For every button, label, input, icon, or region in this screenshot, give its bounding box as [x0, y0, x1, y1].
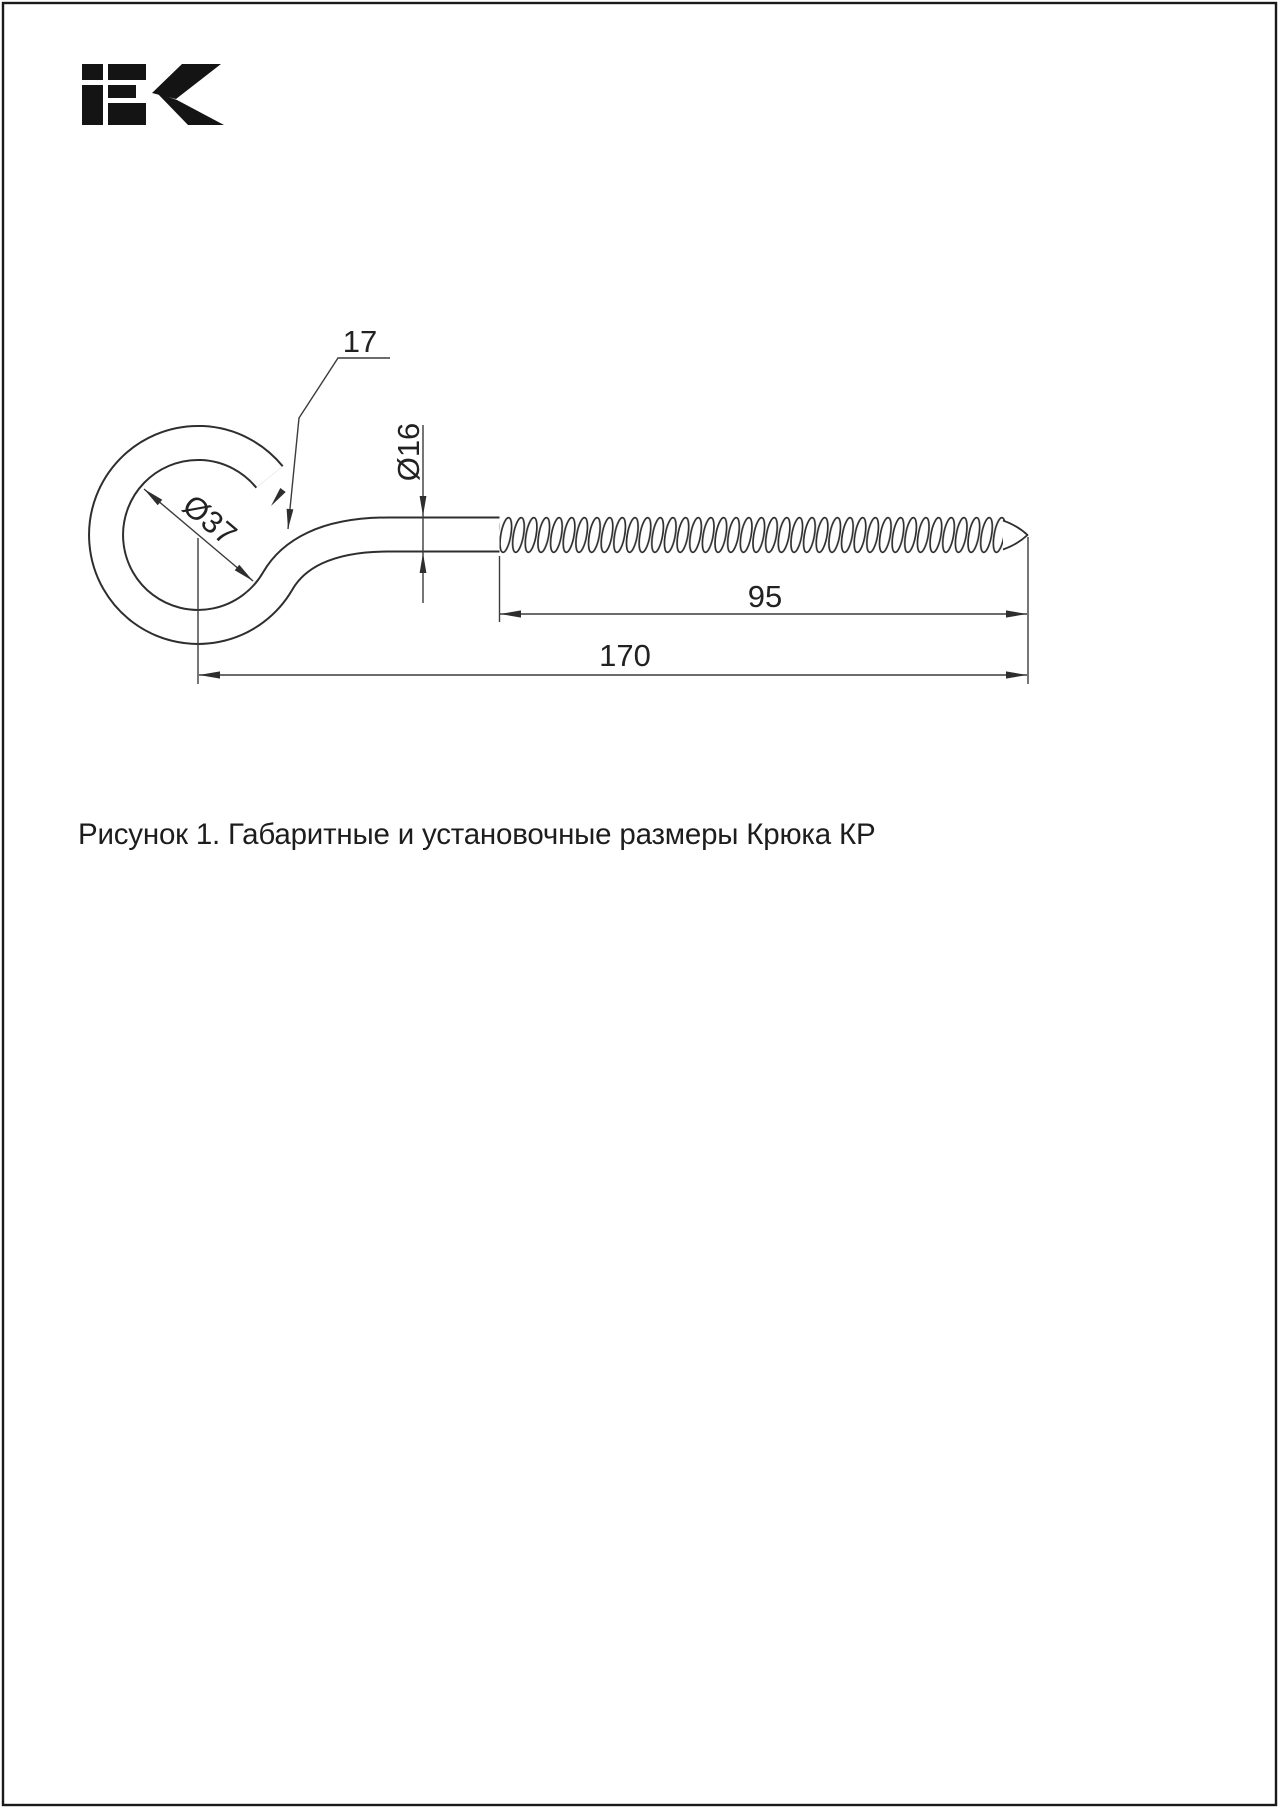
- dim-text-d37: Ø37: [176, 487, 244, 553]
- hook-body: [106, 443, 1027, 627]
- logo-i-stem: [82, 85, 103, 125]
- arrow-17-gap-upper: [271, 488, 286, 506]
- logo-k-upper-arm: [152, 64, 221, 99]
- page-border: [3, 3, 1276, 1805]
- logo-e-top-bar: [108, 64, 146, 80]
- dim-text-17: 17: [342, 324, 378, 359]
- dim-text-170: 170: [599, 638, 651, 673]
- logo-e-mid-bar: [108, 85, 136, 98]
- screw-tip: [1003, 521, 1028, 550]
- arrow-d37-upper-left: [144, 489, 162, 505]
- screw-thread: [500, 514, 1006, 556]
- logo-i-dot: [82, 64, 103, 80]
- arrow-170-left: [199, 671, 220, 678]
- arrow-95-right: [1006, 610, 1027, 617]
- logo-k-lower-arm: [157, 93, 224, 125]
- arrow-170-right: [1006, 671, 1027, 678]
- figure-caption: Рисунок 1. Габаритные и установочные размеры Крюка КР: [78, 818, 876, 851]
- arrow-d16-up: [420, 553, 427, 573]
- arrow-95-left: [500, 610, 521, 617]
- dim-text-95: 95: [747, 579, 783, 614]
- arrow-d16-down: [420, 496, 427, 516]
- arrow-d37-lower-right: [235, 565, 253, 581]
- logo-e-bottom-bar: [108, 103, 146, 125]
- dim-text-d16: Ø16: [391, 422, 426, 482]
- iek-logo: [82, 64, 224, 125]
- leader-line-17: [288, 358, 390, 529]
